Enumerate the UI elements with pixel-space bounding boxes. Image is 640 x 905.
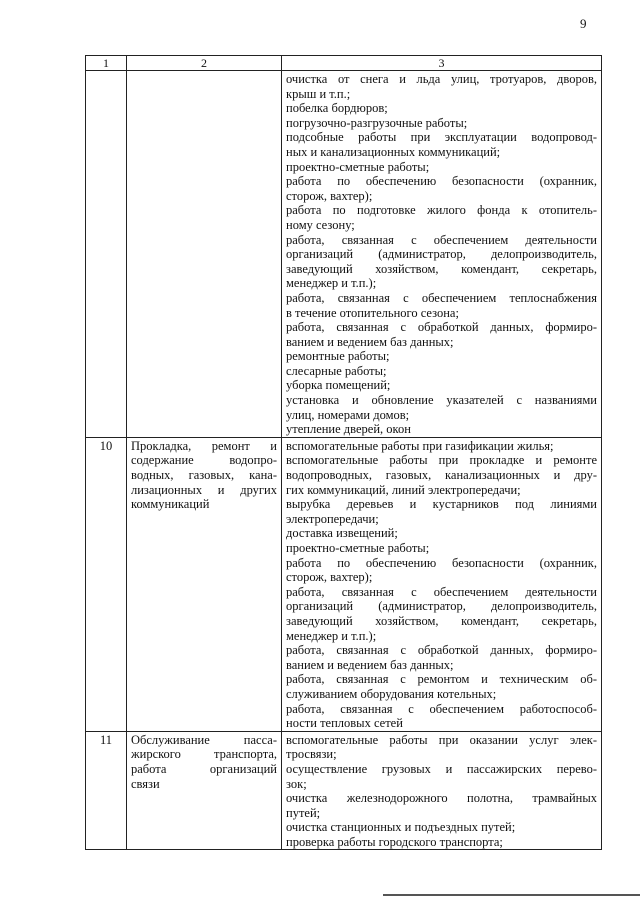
work-type-item [286,378,597,393]
work-types-list [282,71,602,438]
work-type-line: работа, связанная с обработкой данных, формиро- [286,643,597,658]
work-type-line: работа, связанная с обработкой данных, формиро- [286,320,597,335]
work-types-list [282,731,602,850]
activity-area-line: лизационных и других [131,482,277,497]
work-type-line: ному сезону; [286,217,355,232]
work-type-item [286,349,597,364]
table-row [86,71,602,438]
table-row [86,731,602,850]
work-type-item [286,453,597,497]
work-type-line: утепление дверей, окон [286,422,411,437]
activity-area-line: жирского транспорта, [131,747,277,762]
work-type-line: улиц, номерами домов; [286,407,410,422]
work-type-item [286,702,597,731]
work-type-line: организаций (администратор, делопроизводитель, [286,247,597,262]
work-type-line: проверка работы городского транспорта; [286,834,503,849]
activity-area-line: работа организаций [131,761,277,776]
work-type-line: служиванием оборудования котельных; [286,686,497,701]
work-type-item [286,101,597,116]
work-type-line: очистка от снега и льда улиц, тротуаров, дворов, [286,72,597,86]
row-number: 10 [86,437,127,731]
activity-area-line: Обслуживание пасса- [131,732,277,747]
activity-area-line: связи [131,776,160,791]
work-type-item [286,672,597,701]
work-type-line: очистка станционных и подъездных путей; [286,820,516,835]
work-type-line: путей; [286,805,321,820]
work-type-item [286,439,597,454]
work-type-line: ремонтные работы; [286,349,390,364]
public-works-table [85,55,602,850]
work-type-line: вспомогательные работы при прокладке и ремонте [286,453,597,468]
work-type-line: очистка железнодорожного полотна, трамвайных [286,791,597,806]
work-type-line: ванием и ведением баз данных; [286,657,454,672]
work-type-line: подсобные работы при эксплуатации водопровод- [286,130,597,145]
work-type-line: крыш и т.п.; [286,86,351,101]
work-type-line: работа, связанная с обеспечением теплоснабжения [286,290,597,305]
activity-area-line: водных, газовых, кана- [131,468,277,483]
work-type-item [286,130,597,159]
activity-area [127,731,282,850]
column-header-1: 1 [86,56,127,71]
work-type-item [286,762,597,791]
work-type-line: организаций (администратор, делопроизводитель, [286,599,597,614]
work-type-line: в течение отопительного сезона; [286,305,459,320]
work-types-list [282,437,602,731]
work-type-item [286,422,597,437]
work-type-line: сторож, вахтер); [286,188,373,203]
work-type-item [286,393,597,422]
work-type-line: слесарные работы; [286,363,387,378]
work-type-line: менеджер и т.п.); [286,276,377,291]
work-type-line: электропередачи; [286,511,379,526]
work-type-line: уборка помещений; [286,378,391,393]
work-type-item [286,541,597,556]
work-type-item [286,526,597,541]
work-type-item [286,233,597,291]
work-type-line: работа по обеспечению безопасности (охранник, [286,174,597,189]
work-type-line: вспомогательные работы при газификации жилья; [286,438,554,453]
work-type-line: вспомогательные работы при оказании услуг элек- [286,732,597,747]
work-type-line: водопроводных, газовых, канализационных и дру- [286,468,597,483]
work-type-item [286,497,597,526]
work-type-item [286,556,597,585]
work-type-line: заведующий хозяйством, комендант, секретарь, [286,261,597,276]
work-type-item [286,116,597,131]
footer-rule [383,894,640,896]
page-number: 9 [580,16,587,31]
work-type-line: ности тепловых сетей [286,716,403,731]
activity-area-line: содержание водопро- [131,453,277,468]
work-type-line: погрузочно-разгрузочные работы; [286,115,468,130]
activity-area [127,437,282,731]
work-type-item [286,733,597,762]
row-number: 11 [86,731,127,850]
work-type-line: тросвязи; [286,747,337,762]
work-type-line: ных и канализационных коммуникаций; [286,144,501,159]
work-type-item [286,364,597,379]
work-type-line: работа, связанная с обеспечением деятельности [286,232,597,247]
work-type-item [286,291,597,320]
table-row [86,437,602,731]
work-type-line: работа по обеспечению безопасности (охранник, [286,555,597,570]
work-type-line: вырубка деревьев и кустарников под линиями [286,497,597,512]
work-type-item [286,203,597,232]
activity-area-line: Прокладка, ремонт и [131,438,277,453]
work-type-line: работа, связанная с обеспечением работоспособ- [286,701,597,716]
column-header-3: 3 [282,56,602,71]
work-type-line: заведующий хозяйством, комендант, секретарь, [286,613,597,628]
work-type-item [286,160,597,175]
work-type-line: установка и обновление указателей с названиями [286,393,597,408]
column-header-2: 2 [127,56,282,71]
work-type-line: гих коммуникаций, линий электропередачи; [286,482,521,497]
table-header-row [86,56,602,71]
work-type-item [286,643,597,672]
work-type-line: зок; [286,776,307,791]
work-type-line: работа, связанная с обеспечением деятельности [286,584,597,599]
work-type-line: ванием и ведением баз данных; [286,334,454,349]
row-number [86,71,127,438]
work-type-line: работа по подготовке жилого фонда к отопитель- [286,203,597,218]
work-type-line: побелка бордюров; [286,101,388,116]
work-type-item [286,72,597,101]
work-type-item [286,820,597,835]
work-type-item [286,320,597,349]
work-type-line: доставка извещений; [286,526,398,541]
work-type-line: осуществление грузовых и пассажирских перево- [286,761,597,776]
work-type-item [286,791,597,820]
activity-area-line: коммуникаций [131,497,210,512]
work-type-line: сторож, вахтер); [286,570,373,585]
work-type-line: проектно-сметные работы; [286,541,430,555]
work-type-item [286,835,597,850]
work-type-line: проектно-сметные работы; [286,159,430,174]
work-type-item [286,585,597,643]
activity-area [127,71,282,438]
work-type-line: менеджер и т.п.); [286,628,377,643]
table-body [86,71,602,850]
work-type-line: работа, связанная с ремонтом и техническим об- [286,672,597,687]
work-type-item [286,174,597,203]
